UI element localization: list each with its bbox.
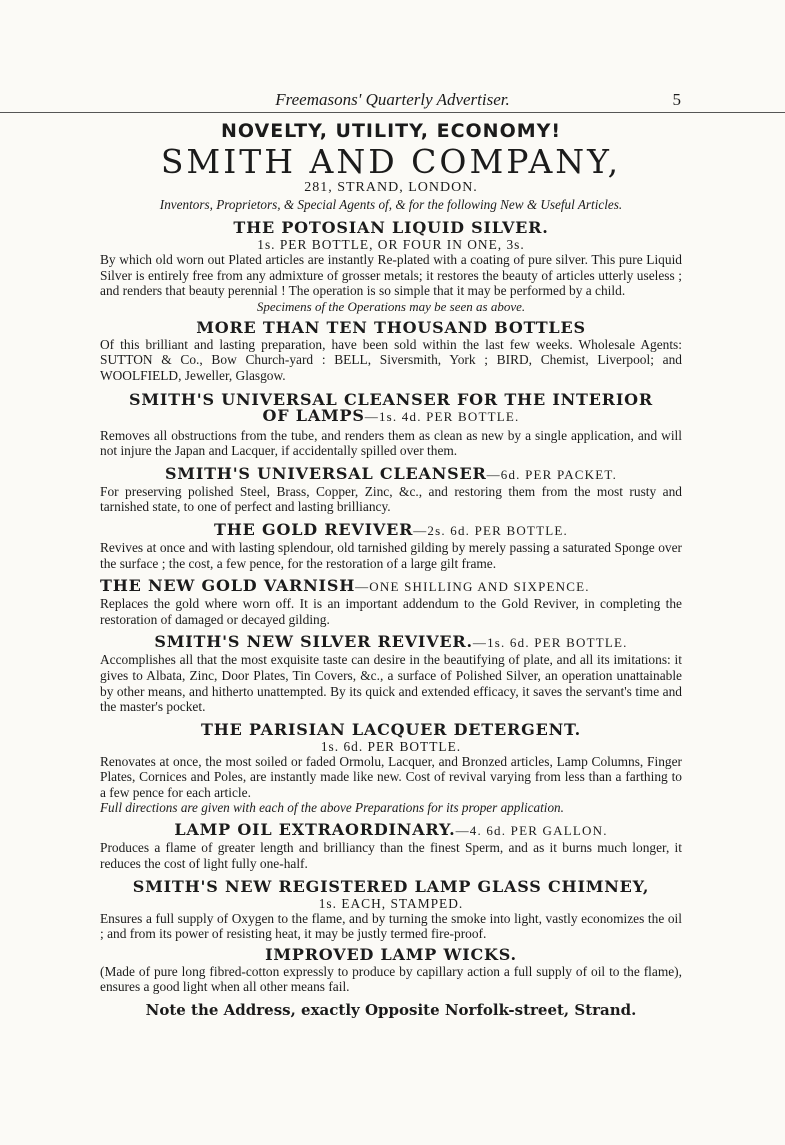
lamp-oil-body: Produces a flame of greater length and brilliancy than the finest Sperm, and as it burns much longer, it reduces the cost of light fully one-half. [100,840,682,872]
chimney-body: Ensures a full supply of Oxygen to the flame, and by turning the smoke into light, vastly economizes the oil ; and from its power of resisting heat, it may be justly termed fire-proof. [100,910,682,942]
gold-reviver-price: —2s. 6d. PER BOTTLE. [413,522,568,538]
firm-name: SMITH AND COMPANY, [160,142,622,181]
wicks-body: (Made of pure long fibred-cotton expressly to produce by capillary action a full supply of oil to the flame), ensures a good light when all other means fail. [100,963,682,995]
gold-varnish-price: —ONE SHILLING AND SIXPENCE. [355,579,590,595]
inventors-line: Inventors, Proprietors, & Special Agents of, & for the following New & Useful Articles. [159,197,623,212]
bottles-body: Of this brilliant and lasting preparation, have been sold within the last few weeks. Wholesale Agents: SUTTON & Co., Bow Church-yard : BELL, Siversmith, York ; BIRD, Chemist, Liverpool; and WOOLFIELD, Jeweller, Glasgow. [100,336,682,383]
wicks-heading: IMPROVED LAMP WICKS. [265,944,517,964]
potosian-body: By which old worn out Plated articles are instantly Re-plated with a coating of pure silver. This pure Liquid Silver is entirely free from any admixture of grosser metals; it restores the beauty of articles utterly useless ; and renders that beauty perennial ! The operation is so simple that it may be performed by a child. [100,252,682,299]
gold-varnish-title: THE NEW GOLD VARNISH [100,576,356,596]
page-number: 5 [672,90,681,109]
cleanser-title: SMITH'S UNIVERSAL CLEANSER [164,463,487,483]
slogan-heading: NOVELTY, UTILITY, ECONOMY! [220,120,562,142]
cleanser-body: For preserving polished Steel, Brass, Copper, Zinc, &c., and restoring them from the most rusty and tarnished state, to one of perfect and lasting brilliancy. [100,483,682,515]
lacquer-price: 1s. 6d. PER BOTTLE. [320,738,462,754]
cleanser-lamps-title-cont: OF LAMPS [262,405,365,425]
lacquer-directions: Full directions are given with each of the above Preparations for its proper application. [100,800,564,816]
periodical-title: Freemasons' Quarterly Advertiser. [275,90,510,109]
running-header [0,88,785,113]
lamp-oil-heading [100,820,682,840]
address-note: Note the Address, exactly Opposite Norfolk-street, Strand. [145,1001,637,1020]
cleanser-price: —6d. PER PACKET. [486,466,618,482]
silver-reviver-heading [100,632,682,652]
gold-varnish-body: Replaces the gold where worn off. It is an important addendum to the Gold Reviver, in completing the restoration of damaged or decayed gilding. [100,596,682,627]
lamp-oil-title: LAMP OIL EXTRAORDINARY. [174,820,456,840]
potosian-heading: THE POTOSIAN LIQUID SILVER. [233,218,549,237]
gold-varnish-heading [100,576,682,596]
lamp-oil-price: —4. 6d. PER GALLON. [455,823,608,839]
lacquer-heading: THE PARISIAN LACQUER DETERGENT. [200,719,582,739]
cleanser-heading [100,464,682,484]
advertisement-body [100,118,682,1020]
chimney-heading: SMITH'S NEW REGISTERED LAMP GLASS CHIMNEY, [132,876,650,896]
bottles-heading: MORE THAN TEN THOUSAND BOTTLES [196,317,586,337]
gold-reviver-heading [100,520,682,540]
gold-reviver-title: THE GOLD REVIVER [214,519,414,539]
silver-reviver-body: Accomplishes all that the most exquisite taste can desire in the beautifying of plate, and all its imitations: it gives to Albata, Zinc, Door Plates, Tin Covers, &c., a surface of Polished Silver, an operation unattainable by other means, and hitherto unattempted. By its quick and extended efficacy, it saves the servant's time and the master's pocket. [100,652,682,715]
gold-reviver-body: Revives at once and with lasting splendour, old tarnished gilding by merely passing a saturated Sponge over the surface ; the cost, a few pence, for the restoration of a large gilt frame. [100,539,682,571]
potosian-price: 1s. PER BOTTLE, OR FOUR IN ONE, 3s. [257,237,525,252]
cleanser-lamps-body: Removes all obstructions from the tube, and renders them as clean as new by a single application, and will not injure the Japan and Lacquer, if accidentally spilled over them. [100,427,682,459]
chimney-price: 1s. EACH, STAMPED. [318,895,464,911]
silver-reviver-price: —1s. 6d. PER BOTTLE. [472,635,628,651]
cleanser-lamps-title-2 [100,405,682,425]
potosian-specimens: Specimens of the Operations may be seen as above. [256,298,526,314]
cleanser-lamps-heading [100,390,682,424]
firm-address: 281, STRAND, LONDON. [304,180,478,195]
silver-reviver-title: SMITH'S NEW SILVER REVIVER. [154,632,473,652]
cleanser-lamps-price: —1s. 4d. PER BOTTLE. [364,408,520,424]
lacquer-body: Renovates at once, the most soiled or faded Ormolu, Lacquer, and Bronzed articles, Lamp Columns, Finger Plates, Cornices and Poles, are instantly made like new. Cost of revival varying from less than a farthing to a few pence for each article. [100,753,682,800]
cleanser-lamps-title: SMITH'S UNIVERSAL CLEANSER FOR THE INTERIOR [129,389,653,409]
